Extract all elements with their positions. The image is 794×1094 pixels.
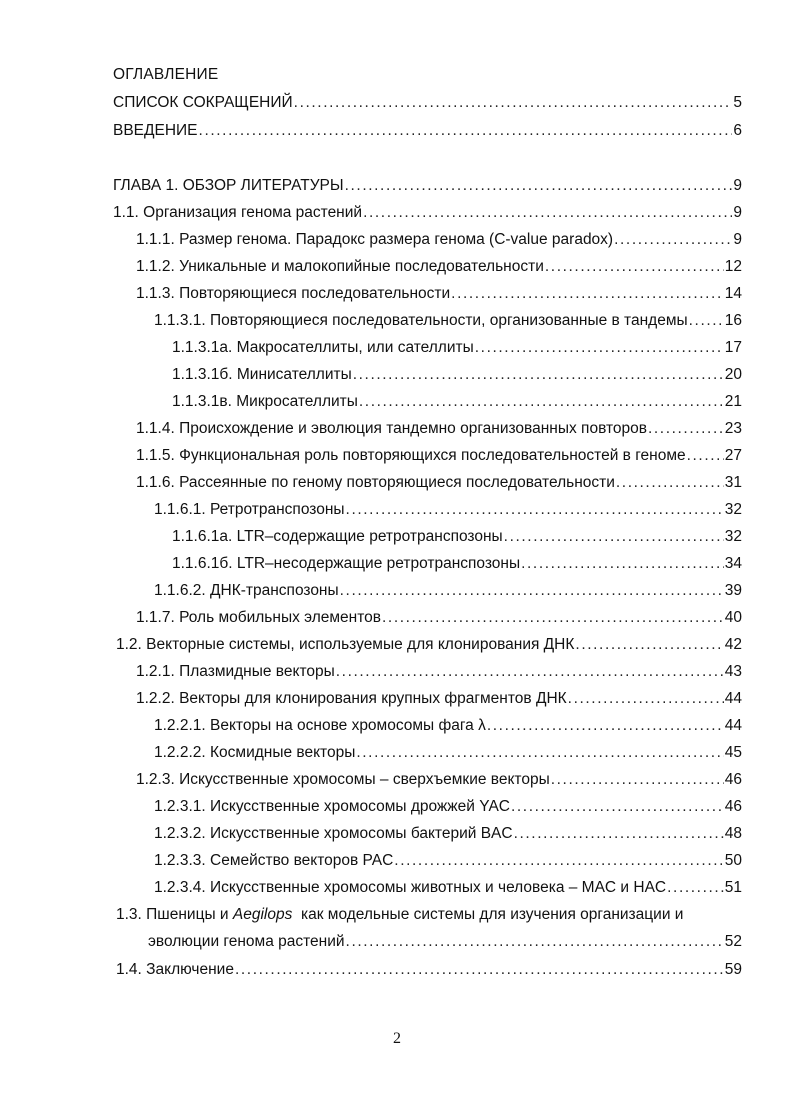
toc-entry[interactable] (113, 122, 742, 142)
toc-entry-label: 1.1.6.2. ДНК-транспозоны (154, 582, 339, 599)
toc-entry-label: 1.1.3.1б. Минисателлиты (172, 366, 352, 383)
toc-entry-label: 1.1.6.1а. LTR–содержащие ретротранспозоны (172, 528, 503, 545)
toc-entry-page: 34 (724, 555, 742, 572)
dot-leader (521, 555, 724, 573)
toc-entry[interactable] (136, 771, 742, 791)
dot-leader (511, 798, 724, 816)
toc-entry-page: 9 (733, 177, 742, 194)
toc-entry-page: 45 (724, 744, 742, 761)
toc-entry-page: 9 (733, 204, 742, 221)
toc-entry[interactable] (154, 798, 742, 818)
dot-leader (356, 744, 723, 762)
toc-entry[interactable] (113, 94, 742, 114)
dot-leader (382, 609, 724, 627)
toc-entry[interactable] (172, 555, 742, 575)
toc-title: ОГЛАВЛЕНИЕ (113, 66, 219, 83)
toc-entry[interactable] (154, 582, 742, 602)
toc-entry-1-3-first-line[interactable] (116, 906, 683, 924)
dot-leader (363, 204, 732, 222)
toc-entry[interactable] (113, 204, 742, 224)
toc-entry-page: 21 (724, 393, 742, 410)
toc-entry-page: 46 (724, 798, 742, 815)
toc-entry-page: 50 (724, 852, 742, 869)
toc-entry-page: 59 (724, 961, 742, 978)
dot-leader (616, 474, 724, 492)
toc-entry[interactable] (154, 879, 742, 899)
toc-entry-label: 1.3. Пшеницы и (116, 906, 233, 923)
toc-entry-italic: Aegilops (232, 906, 293, 923)
dot-leader (346, 933, 724, 951)
toc-entry-label: 1.2.2.1. Векторы на основе хромосомы фага λ (154, 717, 486, 734)
toc-entry-label: 1.1.6.1. Ретротранспозоны (154, 501, 345, 518)
toc-entry-label: как модельные системы для изучения организации и (292, 906, 684, 923)
toc-entry-page: 32 (724, 528, 742, 545)
toc-entry-label: 1.2.1. Плазмидные векторы (136, 663, 335, 680)
dot-leader (487, 717, 724, 735)
toc-entry-page: 48 (724, 825, 742, 842)
toc-entry-page: 12 (724, 258, 742, 275)
dot-leader (353, 366, 724, 384)
toc-entry-label: 1.1.3.1в. Микросателлиты (172, 393, 358, 410)
toc-entry-label: 1.2.3. Искусственные хромосомы – сверхъемкие векторы (136, 771, 550, 788)
toc-entry[interactable] (172, 528, 742, 548)
toc-entry-label: СПИСОК СОКРАЩЕНИЙ (113, 94, 293, 111)
toc-entry-label: 1.2.2. Векторы для клонирования крупных фрагментов ДНК (136, 690, 567, 707)
toc-entry-label: 1.1.2. Уникальные и малокопийные последовательности (136, 258, 544, 275)
toc-entry-page: 14 (724, 285, 742, 302)
toc-entry-page: 43 (724, 663, 742, 680)
toc-entry-label: 1.1.3.1. Повторяющиеся последовательности, организованные в тандемы (154, 312, 688, 329)
dot-leader (504, 528, 724, 546)
dot-leader (545, 258, 724, 276)
toc-entry[interactable] (154, 852, 742, 872)
dot-leader (667, 879, 724, 897)
toc-entry[interactable] (136, 609, 742, 629)
toc-entry[interactable] (113, 177, 742, 197)
dot-leader (336, 663, 724, 681)
toc-entry[interactable] (154, 744, 742, 764)
toc-entry-page: 16 (724, 312, 742, 329)
dot-leader (568, 690, 724, 708)
toc-entry[interactable] (116, 636, 742, 656)
toc-entry-label: 1.2. Векторные системы, используемые для клонирования ДНК (116, 636, 575, 653)
dot-leader (345, 177, 733, 195)
dot-leader (687, 447, 724, 465)
toc-entry-label: ВВЕДЕНИЕ (113, 122, 198, 139)
dot-leader (235, 961, 724, 979)
dot-leader (614, 231, 732, 249)
toc-entry-page: 46 (724, 771, 742, 788)
toc-entry-page: 42 (724, 636, 742, 653)
toc-entry-page: 6 (733, 122, 742, 139)
dot-leader (514, 825, 724, 843)
toc-entry[interactable] (172, 339, 742, 359)
dot-leader (689, 312, 724, 330)
toc-entry[interactable] (154, 717, 742, 737)
toc-entry[interactable] (136, 420, 742, 440)
toc-entry-label: 1.2.3.4. Искусственные хромосомы животных и человека – MAC и HAC (154, 879, 667, 896)
toc-entry[interactable] (136, 231, 742, 251)
toc-entry-label: 1.1.7. Роль мобильных элементов (136, 609, 381, 626)
toc-entry[interactable] (148, 933, 742, 953)
toc-entry-label: ГЛАВА 1. ОБЗОР ЛИТЕРАТУРЫ (113, 177, 344, 194)
toc-entry-label: 1.2.3.1. Искусственные хромосомы дрожжей YAC (154, 798, 510, 815)
toc-entry-label: 1.1.5. Функциональная роль повторяющихся последовательностей в геноме (136, 447, 686, 464)
toc-entry-label: 1.2.3.3. Семейство векторов PAC (154, 852, 394, 869)
toc-entry-page: 20 (724, 366, 742, 383)
toc-entry[interactable] (154, 501, 742, 521)
toc-entry-label: 1.1. Организация генома растений (113, 204, 363, 221)
dot-leader (294, 94, 733, 112)
toc-entry-label: 1.2.3.2. Искусственные хромосомы бактерий BAC (154, 825, 513, 842)
toc-entry-page: 32 (724, 501, 742, 518)
dot-leader (551, 771, 724, 789)
dot-leader (451, 285, 724, 303)
toc-entry[interactable] (136, 474, 742, 494)
toc-entry-label: эволюции генома растений (148, 933, 345, 950)
toc-entry-label: 1.1.1. Размер генома. Парадокс размера генома (C-value paradox) (136, 231, 614, 248)
toc-entry-label: 1.1.3.1а. Макросателлиты, или сателлиты (172, 339, 474, 356)
toc-entry-label: 1.1.4. Происхождение и эволюция тандемно организованных повторов (136, 420, 647, 437)
toc-entry[interactable] (136, 447, 742, 467)
toc-entry-page: 40 (724, 609, 742, 626)
dot-leader (340, 582, 724, 600)
toc-entry-page: 17 (724, 339, 742, 356)
toc-entry[interactable] (136, 690, 742, 710)
toc-entry[interactable] (154, 312, 742, 332)
toc-entry-page: 51 (724, 879, 742, 896)
toc-entry-page: 5 (733, 94, 742, 111)
toc-entry-page: 39 (724, 582, 742, 599)
toc-entry-label: 1.1.6. Рассеянные по геному повторяющиеся последовательности (136, 474, 615, 491)
toc-entry[interactable] (136, 663, 742, 683)
dot-leader (475, 339, 724, 357)
dot-leader (575, 636, 723, 654)
toc-entry[interactable] (154, 825, 742, 845)
toc-entry-label: 1.4. Заключение (116, 961, 234, 978)
dot-leader (359, 393, 724, 411)
toc-entry-page: 23 (724, 420, 742, 437)
page-number: 2 (393, 1030, 401, 1047)
toc-entry-label: 1.2.2.2. Космидные векторы (154, 744, 356, 761)
toc-entry[interactable] (136, 285, 742, 305)
toc-entry[interactable] (116, 961, 742, 981)
toc-entry-label: 1.1.3. Повторяющиеся последовательности (136, 285, 451, 302)
toc-entry-page: 44 (724, 717, 742, 734)
toc-entry[interactable] (172, 366, 742, 386)
toc-entry-page: 31 (724, 474, 742, 491)
toc-entry-page: 9 (733, 231, 742, 248)
dot-leader (394, 852, 723, 870)
toc-entry-page: 27 (724, 447, 742, 464)
toc-entry-label: 1.1.6.1б. LTR–несодержащие ретротранспозоны (172, 555, 521, 572)
toc-entry[interactable] (172, 393, 742, 413)
dot-leader (199, 122, 733, 140)
toc-entry-page: 44 (724, 690, 742, 707)
dot-leader (648, 420, 724, 438)
toc-entry[interactable] (136, 258, 742, 278)
toc-entry-page: 52 (724, 933, 742, 950)
dot-leader (346, 501, 724, 519)
